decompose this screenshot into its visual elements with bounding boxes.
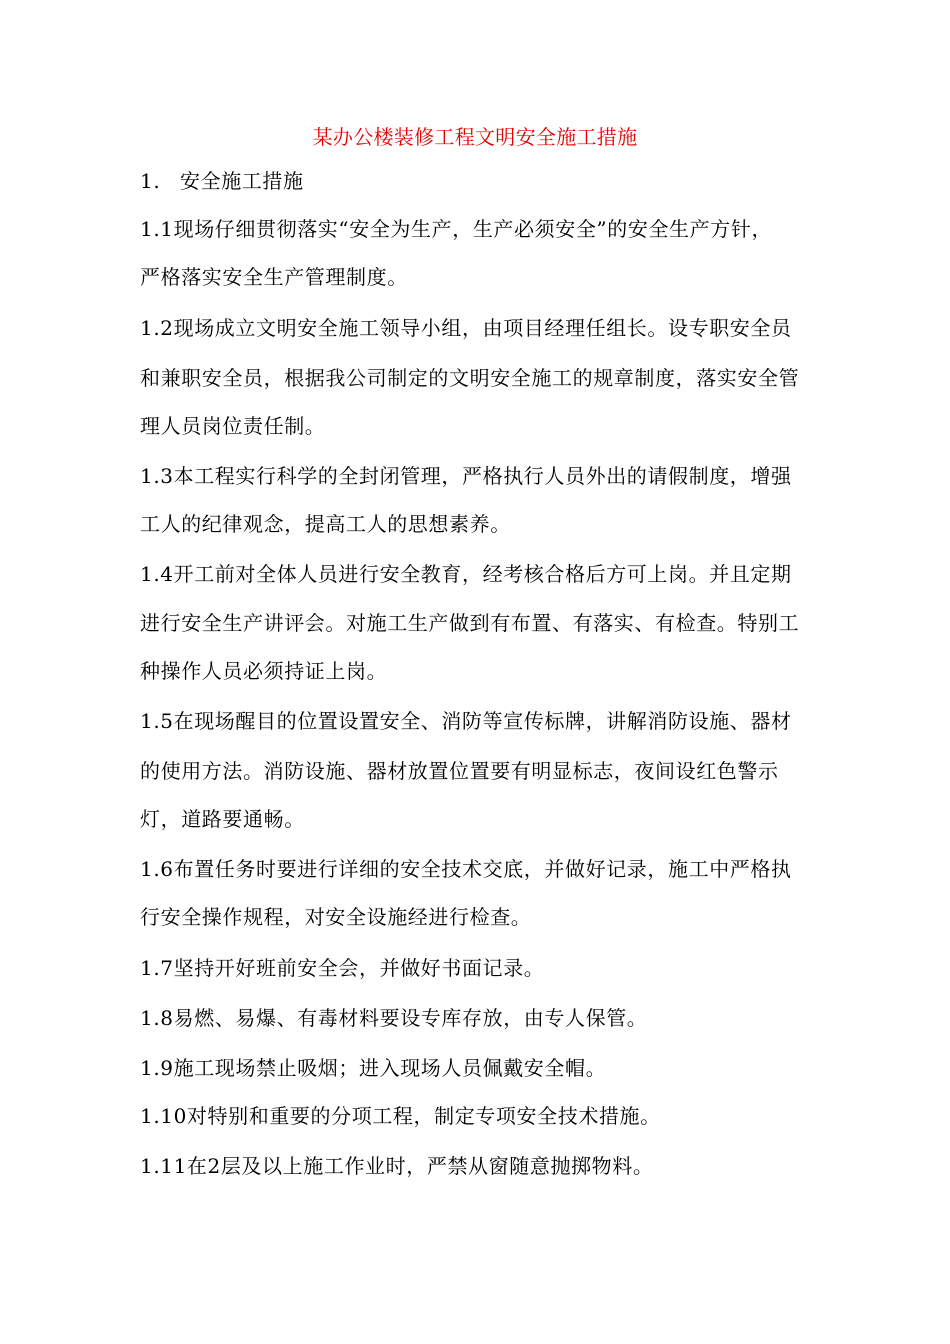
section-number: 1. bbox=[140, 169, 161, 193]
body-line: 行安全操作规程，对安全设施经进行检查。 bbox=[140, 905, 532, 929]
body-line: 理人员岗位责任制。 bbox=[140, 414, 326, 438]
body-line: 灯，道路要通畅。 bbox=[140, 807, 305, 831]
body-line: 1.5在现场醒目的位置设置安全、消防等宣传标牌，讲解消防设施、器材 bbox=[140, 709, 792, 733]
body-line: 1.2现场成立文明安全施工领导小组，由项目经理任组长。设专职安全员 bbox=[140, 316, 792, 340]
body-line: 1.4开工前对全体人员进行安全教育，经考核合格后方可上岗。并且定期 bbox=[140, 562, 792, 586]
document-title: 某办公楼装修工程文明安全施工措施 bbox=[312, 125, 638, 149]
body-line: 1.8易燃、易爆、有毒材料要设专库存放，由专人保管。 bbox=[140, 1006, 648, 1030]
body-line: 1.9施工现场禁止吸烟；进入现场人员佩戴安全帽。 bbox=[140, 1056, 607, 1080]
body-line: 种操作人员必须持证上岗。 bbox=[140, 659, 388, 683]
body-line: 和兼职安全员，根据我公司制定的文明安全施工的规章制度，落实安全管 bbox=[140, 366, 800, 390]
body-line: 工人的纪律观念，提高工人的思想素养。 bbox=[140, 512, 511, 536]
body-line: 1.10对特别和重要的分项工程，制定专项安全技术措施。 bbox=[140, 1104, 661, 1128]
section-heading bbox=[140, 164, 840, 198]
body-line: 的使用方法。消防设施、器材放置位置要有明显标志，夜间设红色警示 bbox=[140, 759, 779, 783]
body-line: 1.3本工程实行科学的全封闭管理，严格执行人员外出的请假制度，增强 bbox=[140, 464, 792, 488]
body-line: 1.11在2层及以上施工作业时，严禁从窗随意抛掷物料。 bbox=[140, 1154, 654, 1178]
body-line: 1.7坚持开好班前安全会，并做好书面记录。 bbox=[140, 956, 545, 980]
body-line: 严格落实安全生产管理制度。 bbox=[140, 265, 408, 289]
body-line: 1.1现场仔细贯彻落实“安全为生产，生产必须安全”的安全生产方针， bbox=[140, 217, 773, 241]
body-line: 进行安全生产讲评会。对施工生产做到有布置、有落实、有检查。特别工 bbox=[140, 611, 800, 635]
section-label: 安全施工措施 bbox=[180, 169, 304, 193]
body-line: 1.6布置任务时要进行详细的安全技术交底，并做好记录，施工中严格执 bbox=[140, 857, 792, 881]
